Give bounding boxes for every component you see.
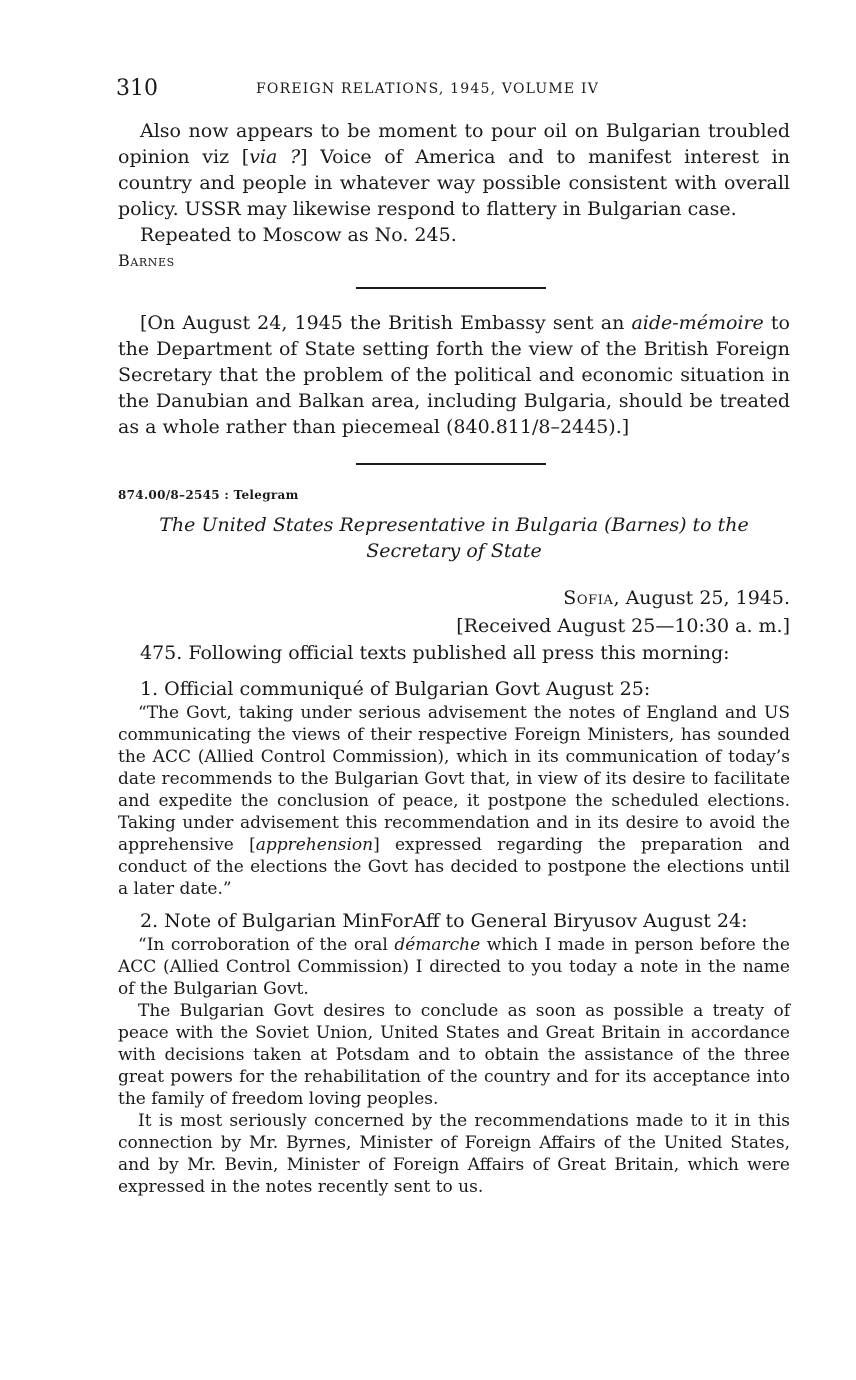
title-line: Secretary of State bbox=[366, 540, 542, 562]
text-run: [On August 24, 1945 the British Embassy sent an bbox=[140, 312, 632, 334]
date: , August 25, 1945. bbox=[613, 587, 790, 609]
text-run: Also now appears to be moment to pour oil on Bulgarian troubled opinion viz [ bbox=[118, 120, 790, 168]
running-title: FOREIGN RELATIONS, 1945, VOLUME IV bbox=[256, 81, 600, 97]
telegram-body bbox=[118, 640, 790, 1198]
editorial-note bbox=[118, 310, 790, 440]
item2-paragraph bbox=[118, 934, 790, 1000]
continuation-block bbox=[118, 118, 790, 274]
italic-run: apprehension bbox=[255, 835, 374, 855]
italic-run: aide-mémoire bbox=[631, 312, 764, 334]
text-run: ] expressed regarding the preparation and conduct of the elections the Govt has decided to postpone the elections until a later date.” bbox=[118, 835, 790, 899]
item2-paragraph: It is most seriously concerned by the recommendations made to it in this connection by Mr. Byrnes, Minister of Foreign Affairs of the United States, and by Mr. Bevin, Minister of Foreign Affairs of Great Britain, which were expressed in the notes recently sent to us. bbox=[118, 1111, 790, 1197]
dateline bbox=[456, 584, 790, 640]
text-run: “In corroboration of the oral bbox=[138, 935, 395, 955]
signature: Barnes bbox=[118, 251, 175, 270]
telegram-intro: 475. Following official texts published all press this morning: bbox=[140, 642, 730, 664]
received-note: [Received August 25—10:30 a. m.] bbox=[456, 615, 790, 637]
text-run: “The Govt, taking under serious advisement the notes of England and US communicating the views of their respective Foreign Ministers, has sounded the ACC (Allied Control Commission), which in its communication of today’s date recommends to the Bulgarian Govt that, in view of its desire to facilitate and expedite the conclusion of peace, it postpone the scheduled elections. Taking under advisement this recommendation and in its desire to avoid the apprehensive [ bbox=[118, 703, 790, 855]
italic-run: démarche bbox=[394, 935, 481, 955]
title-line: The United States Representative in Bulgaria (Barnes) to the bbox=[159, 514, 749, 536]
item1-heading: 1. Official communiqué of Bulgarian Govt August 25: bbox=[140, 678, 651, 700]
separator-rule bbox=[356, 287, 546, 289]
item2-paragraph: The Bulgarian Govt desires to conclude as soon as possible a treaty of peace with the Soviet Union, United States and Great Britain in accordance with decisions taken at Potsdam and to obtain the assistance of the three great powers for the rehabilitation of the country and for its acceptance into the family of freedom loving peoples. bbox=[118, 1001, 790, 1109]
italic-run: via ? bbox=[249, 146, 301, 168]
repeated-note: Repeated to Moscow as No. 245. bbox=[140, 224, 457, 246]
place: Sofia bbox=[563, 587, 614, 609]
item1-text bbox=[118, 702, 790, 900]
document-title bbox=[118, 512, 790, 564]
text-run: ] Voice of America and to manifest interest in country and people in whatever way possible consistent with overall policy. USSR may likewise respond to flattery in Bulgarian case. bbox=[118, 146, 790, 220]
text-run: to the Department of State setting forth the view of the British Foreign Secretary that the problem of the political and economic situation in the Danubian and Balkan area, including Bulgaria, should be treated as a whole rather than piecemeal (840.811/8–2445).] bbox=[118, 312, 790, 438]
page-number: 310 bbox=[116, 76, 158, 101]
text-run: which I made in person before the ACC (Allied Control Commission) I directed to you today a note in the name of the Bulgarian Govt. bbox=[118, 935, 790, 999]
place-date bbox=[456, 584, 790, 612]
editorial-paragraph bbox=[118, 310, 790, 440]
file-reference: 874.00/8–2545 : Telegram bbox=[118, 488, 299, 502]
separator-rule bbox=[356, 463, 546, 465]
continuation-paragraph bbox=[118, 118, 790, 222]
page-header bbox=[116, 76, 788, 104]
item2-heading: 2. Note of Bulgarian MinForAff to General Biryusov August 24: bbox=[140, 910, 748, 932]
